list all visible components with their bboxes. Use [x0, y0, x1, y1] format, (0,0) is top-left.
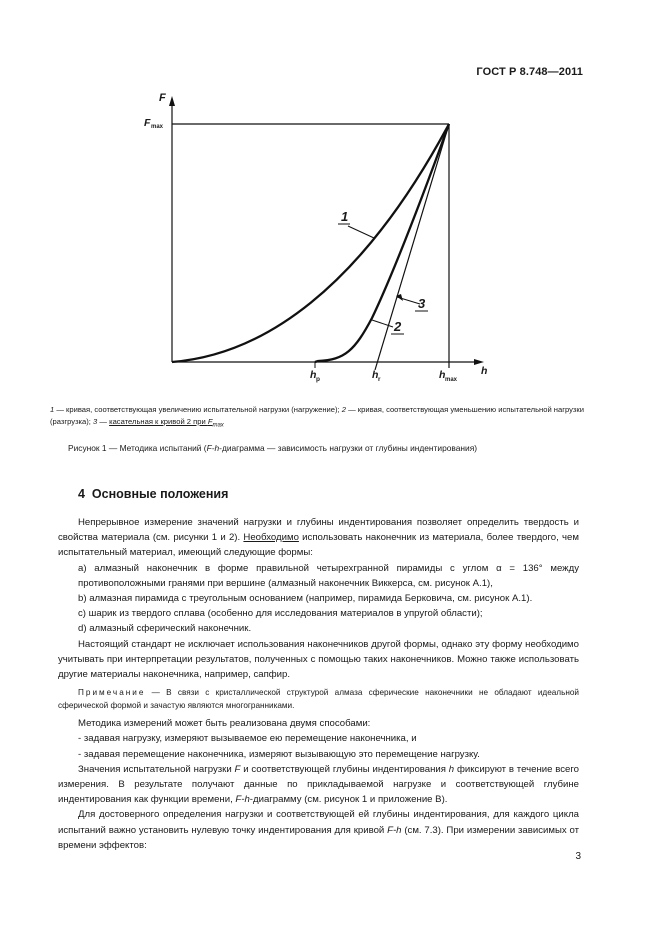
- legend-text-3d: max: [212, 422, 224, 429]
- note-text: — В связи с кристаллической структурой алмаза сферические наконечники не обладают идеальной сферической формой и зачастую являются многогранниками.: [58, 688, 579, 711]
- hr-label: h: [372, 369, 379, 381]
- section-number: 4: [78, 487, 85, 501]
- fh-diagram: [0, 0, 661, 400]
- list-item-c: c) шарик из твердого сплава (особенно для исследования материалов в упругой области);: [78, 608, 483, 620]
- paragraph-1: Непрерывное измерение значений нагрузки и глубины индентирования позволяет определить твердость и свойства материала (см. рисунки 1 и 2). Необходимо использовать наконечник из материала, более твердого, чем испытательный материал, имеющий следующие формы:: [58, 517, 579, 559]
- legend-num-3: 3: [93, 417, 98, 426]
- hp-label: h: [310, 369, 317, 381]
- axis-y-label: F: [159, 92, 166, 104]
- note-label: Примечание: [78, 688, 146, 698]
- legend-text-3b: касательная к кривой 2 при: [109, 417, 208, 426]
- curve-2-label: 2: [394, 319, 402, 334]
- legend-text-2: — кривая, соответствующая уменьшению испытательной нагрузки (разгрузка);: [50, 405, 584, 426]
- legend-text-3a: —: [97, 417, 110, 426]
- list-item-a: а) алмазный наконечник в форме правильной четырехгранной пирамиды с углом α = 136° между противоположными гранями при вершине (алмазный наконечник Виккерса, см. рисунок А.1),: [78, 562, 579, 589]
- underlined-word: Необходимо: [243, 532, 299, 544]
- legend-num-1: 1: [50, 405, 55, 414]
- figure-caption-suffix: -диаграмма — зависимость нагрузки от глубины индентирования): [219, 443, 478, 453]
- curve-1-loading: [172, 124, 449, 362]
- hmax-label: h: [439, 369, 446, 381]
- fmax-label: F: [144, 117, 151, 129]
- legend-text-1: — кривая, соответствующая увеличению испытательной нагрузки (нагружение);: [54, 405, 342, 414]
- paragraph-3: Методика измерений может быть реализована двумя способами:: [78, 718, 371, 730]
- figure-caption: [68, 443, 477, 453]
- list-item-d: d) алмазный сферический наконечник.: [78, 623, 252, 635]
- document-code: ГОСТ Р 8.748—2011: [476, 66, 583, 78]
- list-item-b: b) алмазная пирамида с треугольным основанием (например, пирамида Берковича, см. рисунок А.1).: [78, 593, 533, 605]
- hp-sub: p: [316, 376, 320, 383]
- bullet-2: - задавая перемещение наконечника, измеряют вызывающую это перемещение нагрузку.: [78, 748, 480, 760]
- paragraph-4: Значения испытательной нагрузки F и соответствующей глубины индентирования h фиксируют в течение всего измерения. В результате получают данные по прикладываемой нагрузке и соответствующей глубине индентирования как функции времени, F-h-диаграмму (см. рисунок 1 и приложение В).: [58, 763, 580, 806]
- bullet-1: - задавая нагрузку, измеряют вызываемое ею перемещение наконечника, и: [78, 733, 417, 745]
- section-heading: [78, 487, 228, 501]
- section-title: Основные положения: [91, 487, 229, 501]
- note: [58, 686, 579, 712]
- leader-1: [348, 226, 374, 238]
- figure-caption-italic: F-h: [206, 443, 220, 453]
- curve-1-label: 1: [341, 209, 349, 224]
- legend-num-2: 2: [341, 405, 346, 414]
- y-axis-arrow: [169, 96, 175, 106]
- fmax-sub: max: [151, 124, 164, 130]
- figure-caption-prefix: Рисунок 1 — Методика испытаний (: [68, 443, 207, 453]
- body-text: [58, 515, 579, 853]
- tangent-line-3: [375, 124, 449, 370]
- axis-x-label: h: [481, 365, 488, 377]
- page-number: 3: [575, 851, 581, 862]
- hmax-sub: max: [445, 377, 458, 383]
- paragraph-2: Настоящий стандарт не исключает использования наконечников другой формы, однако эту форму необходимо учитывать при интерпретации результатов, полученных с помощью таких наконечников. Можно также использовать другие материалы наконечника, например, сапфир.: [58, 638, 579, 681]
- paragraph-5: Для достоверного определения нагрузки и соответствующей ей глубины индентирования, для каждого цикла испытаний важно установить нулевую точку индентирования для кривой F-h (см. 7.3). При измерении зависимых от времени эффектов:: [58, 809, 580, 851]
- legend-text-3c: F: [207, 417, 213, 426]
- figure-legend: [50, 404, 590, 432]
- hr-sub: r: [378, 376, 381, 383]
- curve-3-label: 3: [418, 296, 426, 311]
